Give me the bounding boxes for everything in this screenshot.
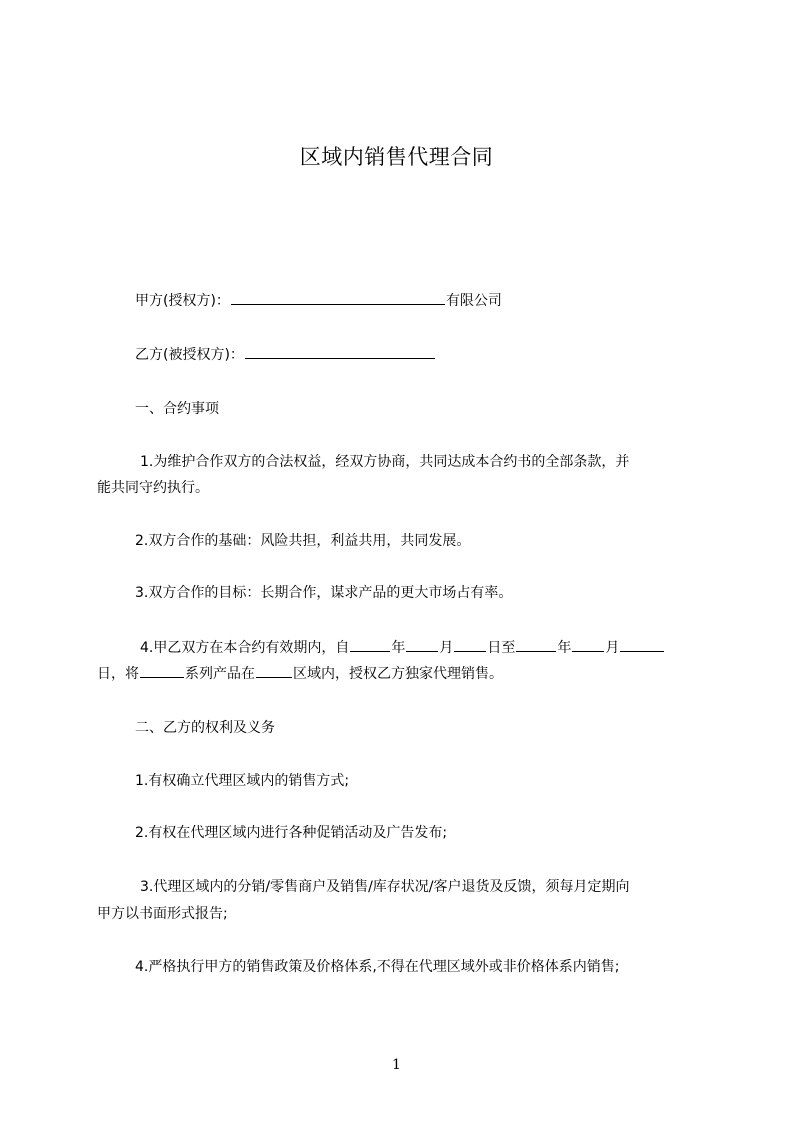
series-blank bbox=[140, 663, 184, 678]
month-blank-2 bbox=[572, 637, 604, 652]
month-blank-1 bbox=[406, 637, 438, 652]
party-a-label: 甲方(授权方)： bbox=[135, 293, 230, 309]
year-blank-1 bbox=[350, 637, 390, 652]
section1-item4-cont bbox=[97, 663, 707, 684]
item4-text-start: 4.甲乙双方在本合约有效期内，自 bbox=[140, 640, 350, 656]
party-b-blank bbox=[245, 344, 435, 359]
section1-item4 bbox=[140, 637, 750, 658]
item4-day-2: 日，将 bbox=[97, 666, 139, 682]
section2-item3-cont: 甲方以书面形式报告; bbox=[97, 906, 228, 922]
section1-item2: 2.双方合作的基础：风险共担，利益共用，共同发展。 bbox=[135, 533, 471, 549]
section2-item3: 3.代理区域内的分销/零售商户及销售/库存状况/客户退货及反馈，须每月定期向 bbox=[140, 879, 630, 895]
section1-item3: 3.双方合作的目标：长期合作，谋求产品的更大市场占有率。 bbox=[135, 585, 513, 601]
section1-item1: 1.为维护合作双方的合法权益，经双方协商，共同达成本合约书的全部条款，并 bbox=[140, 454, 630, 470]
day-blank-2 bbox=[620, 637, 664, 652]
section1-item1-cont: 能共同守约执行。 bbox=[97, 480, 209, 496]
item4-series: 系列产品在 bbox=[185, 666, 255, 682]
section2-item1: 1.有权确立代理区域内的销售方式; bbox=[135, 773, 350, 789]
section2-item2: 2.有权在代理区域内进行各种促销活动及广告发布; bbox=[135, 825, 448, 841]
section2-item4: 4.严格执行甲方的销售政策及价格体系,不得在代理区域外或非价格体系内销售; bbox=[135, 959, 620, 975]
party-b-line bbox=[135, 344, 745, 365]
party-a-suffix: 有限公司 bbox=[445, 293, 502, 309]
party-b-label: 乙方(被授权方)： bbox=[135, 347, 244, 363]
section2-heading: 二、乙方的权利及义务 bbox=[135, 720, 275, 736]
contract-title: 区域内销售代理合同 bbox=[299, 145, 494, 169]
item4-month-1: 月 bbox=[439, 640, 454, 656]
item4-year-2: 年 bbox=[557, 640, 572, 656]
region-blank bbox=[256, 663, 292, 678]
item4-day-1: 日至 bbox=[487, 640, 516, 656]
page-number: 1 bbox=[392, 1057, 401, 1073]
day-blank-1 bbox=[454, 637, 486, 652]
year-blank-2 bbox=[516, 637, 556, 652]
section1-heading: 一、合约事项 bbox=[135, 401, 219, 417]
party-a-blank bbox=[231, 290, 445, 305]
item4-region: 区域内，授权乙方独家代理销售。 bbox=[293, 666, 503, 682]
item4-year-1: 年 bbox=[391, 640, 406, 656]
item4-month-2: 月 bbox=[605, 640, 620, 656]
party-a-line bbox=[135, 290, 745, 311]
